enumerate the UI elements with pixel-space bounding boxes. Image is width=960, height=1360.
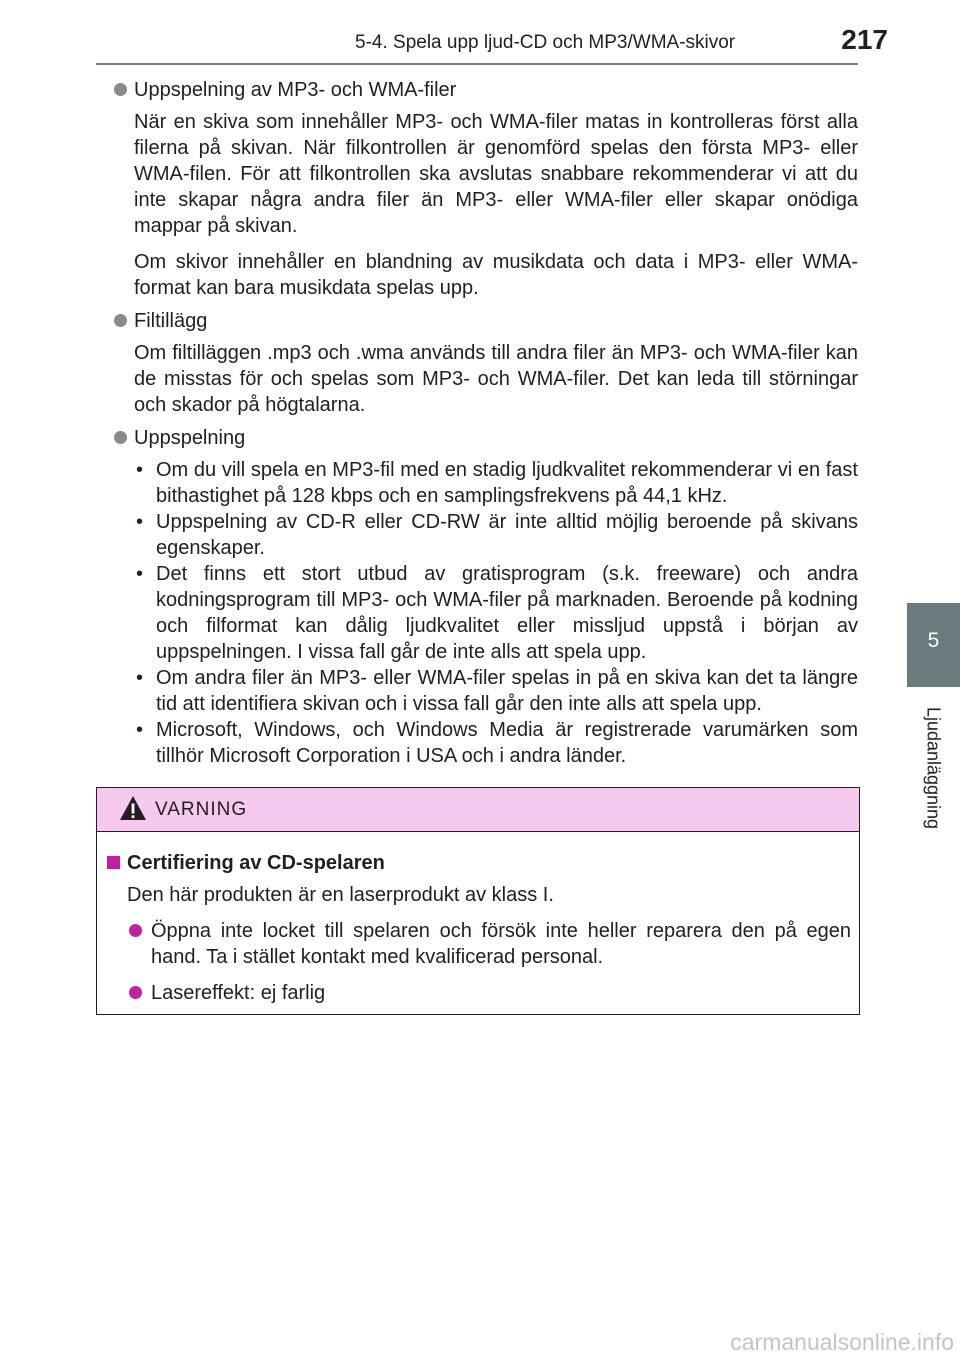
section-file-extension bbox=[112, 308, 858, 418]
warning-title: Certifiering av CD-spelaren bbox=[127, 852, 385, 874]
list-item-text: Det finns ett stort utbud av gratisprogram (s.k. freeware) och andra kodningsprogram till MP3- och WMA-filer på marknaden. Beroende på kodning och filformat kan dålig ljudkvalitet eller missljud uppstå i början av uppspelningen. I vissa fall går de inte alls att spela upp. bbox=[156, 563, 858, 663]
warning-box bbox=[96, 787, 860, 1015]
warning-triangle-icon bbox=[119, 795, 147, 821]
page-header bbox=[0, 0, 960, 60]
list-item bbox=[112, 665, 858, 717]
paragraph: Om skivor innehåller en blandning av musikdata och data i MP3- eller WMA-format kan bara musikdata spelas upp. bbox=[134, 251, 858, 299]
list-item-text: Om andra filer än MP3- eller WMA-filer spelas in på en skiva kan det ta längre tid att identifiera skivan och i vissa fall går den inte alls att spela upp. bbox=[156, 667, 858, 715]
list-dot-icon: • bbox=[136, 719, 144, 741]
list-dot-icon: • bbox=[136, 459, 144, 481]
list-item bbox=[112, 561, 858, 665]
section-heading bbox=[112, 77, 858, 103]
square-bullet-icon bbox=[107, 856, 120, 869]
list-item-text: Uppspelning av CD-R eller CD-RW är inte alltid möjlig beroende på skivans egenskaper. bbox=[156, 511, 858, 559]
warning-item bbox=[105, 980, 851, 1006]
chapter-tab bbox=[907, 603, 960, 687]
list-item bbox=[112, 509, 858, 561]
chapter-title: 5-4. Spela upp ljud-CD och MP3/WMA-skivor bbox=[355, 32, 736, 53]
warning-header bbox=[97, 788, 859, 832]
watermark: carmanualsonline.info bbox=[730, 1329, 954, 1355]
warning-item-text: Öppna inte locket till spelaren och försök inte heller reparera den på egen hand. Ta i stället kontakt med kvalificerad personal. bbox=[151, 920, 851, 968]
paragraph: När en skiva som innehåller MP3- och WMA-filer matas in kontrolleras först alla filerna på skivan. När filkontrollen är genomförd spelas den första MP3- eller WMA-filen. För att filkontrollen ska avslutas snabbare rekommenderar vi att du inte skapar några andra filer än MP3- eller WMA-filer eller skapar onödiga mappar på skivan. bbox=[134, 111, 858, 237]
section-title: Filtillägg bbox=[134, 310, 208, 332]
list-item bbox=[112, 457, 858, 509]
main-content bbox=[112, 77, 858, 776]
header-divider bbox=[96, 63, 858, 65]
chapter-tab-label: Ljudanläggning bbox=[923, 706, 944, 830]
warning-body bbox=[97, 832, 859, 1006]
warning-item bbox=[105, 918, 851, 970]
section-title: Uppspelning av MP3- och WMA-filer bbox=[134, 79, 457, 101]
list-item-text: Microsoft, Windows, och Windows Media är registrerade varumärken som tillhör Microsoft Corporation i USA och i andra länder. bbox=[156, 719, 858, 767]
bullet-icon bbox=[129, 924, 142, 937]
warning-label: VARNING bbox=[155, 799, 248, 820]
warning-heading bbox=[105, 850, 851, 876]
list-dot-icon: • bbox=[136, 563, 144, 585]
warning-item-text: Lasereffekt: ej farlig bbox=[151, 982, 326, 1004]
bullet-icon bbox=[129, 986, 142, 999]
section-heading bbox=[112, 425, 858, 451]
list-dot-icon: • bbox=[136, 667, 144, 689]
section-heading bbox=[112, 308, 858, 334]
list-item bbox=[112, 717, 858, 769]
page-number: 217 bbox=[841, 24, 888, 55]
section-playback bbox=[112, 425, 858, 769]
warning-description: Den här produkten är en laserprodukt av klass I. bbox=[127, 884, 554, 906]
bullet-icon bbox=[114, 83, 127, 96]
list-item-text: Om du vill spela en MP3-fil med en stadig ljudkvalitet rekommenderar vi en fast bithastighet på 128 kbps och en samplingsfrekvens på 44,1 kHz. bbox=[156, 459, 858, 507]
section-mp3-wma bbox=[112, 77, 858, 301]
playback-list bbox=[112, 457, 858, 769]
list-dot-icon: • bbox=[136, 511, 144, 533]
bullet-icon bbox=[114, 314, 127, 327]
bullet-icon bbox=[114, 431, 127, 444]
section-title: Uppspelning bbox=[134, 427, 246, 449]
paragraph: Om filtilläggen .mp3 och .wma används till andra filer än MP3- och WMA-filer kan de misstas för och spelas som MP3- och WMA-filer. Det kan leda till störningar och skador på högtalarna. bbox=[134, 342, 858, 416]
chapter-tab-number: 5 bbox=[927, 629, 940, 652]
